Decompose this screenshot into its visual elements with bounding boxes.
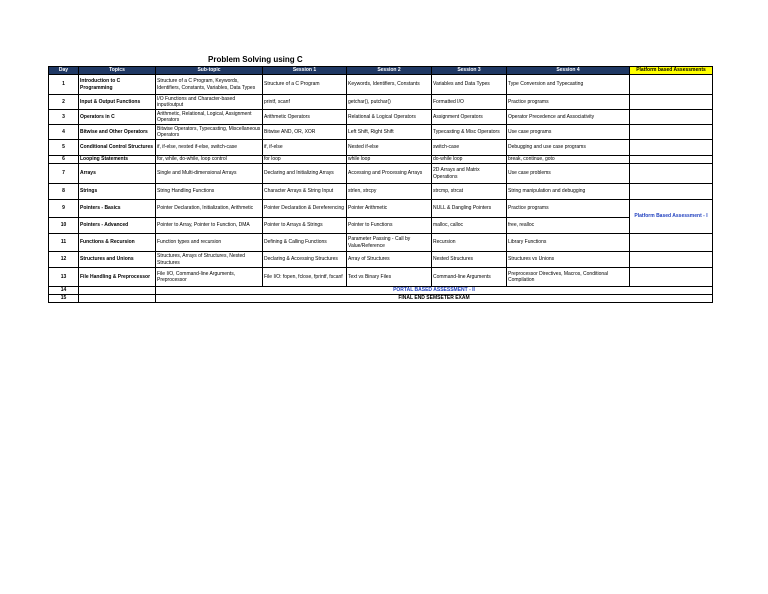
platform-cell xyxy=(630,184,713,200)
session-2-cell: Parameter Passing - Call by Value/Reference xyxy=(347,234,432,252)
day-cell: 3 xyxy=(49,110,79,125)
session-1-cell: Declaring & Accessing Structures xyxy=(263,252,347,268)
platform-cell xyxy=(630,75,713,95)
platform-cell xyxy=(630,252,713,268)
header-subtopic: Sub-topic xyxy=(156,67,263,75)
session-1-cell: Arithmetic Operators xyxy=(263,110,347,125)
header-session-1: Session 1 xyxy=(263,67,347,75)
subtopic-cell: File I/O, Command-line Arguments, Preprocessor xyxy=(156,268,263,287)
day-cell: 7 xyxy=(49,164,79,184)
session-3-cell: 2D Arrays and Matrix Operations xyxy=(432,164,507,184)
session-1-cell: for loop xyxy=(263,156,347,164)
session-1-cell: Structure of a C Program xyxy=(263,75,347,95)
session-1-cell: File I/O: fopen, fclose, fprintf, fscanf xyxy=(263,268,347,287)
session-3-cell: Nested Structures xyxy=(432,252,507,268)
table-row xyxy=(49,200,713,218)
table-row xyxy=(49,164,713,184)
session-4-cell: Use case problems xyxy=(507,164,630,184)
topic-cell: Pointers - Advanced xyxy=(79,218,156,234)
subtopic-cell: Arithmetic, Relational, Logical, Assignment Operators xyxy=(156,110,263,125)
session-4-cell: String manipulation and debugging xyxy=(507,184,630,200)
topic-cell: Pointers - Basics xyxy=(79,200,156,218)
header-row xyxy=(49,67,713,75)
session-4-cell: Structures vs Unions xyxy=(507,252,630,268)
session-3-cell: do-while loop xyxy=(432,156,507,164)
session-1-cell: Character Arrays & String Input xyxy=(263,184,347,200)
table-row xyxy=(49,110,713,125)
subtopic-cell: Single and Multi-dimensional Arrays xyxy=(156,164,263,184)
header-topics: Topics xyxy=(79,67,156,75)
session-3-cell: Variables and Data Types xyxy=(432,75,507,95)
platform-assessment-i: Platform Based Assessment - I xyxy=(630,200,713,234)
session-3-cell: strcmp, strcat xyxy=(432,184,507,200)
platform-cell xyxy=(630,95,713,110)
topic-cell: Strings xyxy=(79,184,156,200)
session-4-cell: Operator Precedence and Associativity xyxy=(507,110,630,125)
session-2-cell: Nested if-else xyxy=(347,140,432,156)
session-1-cell: Pointer Declaration & Dereferencing xyxy=(263,200,347,218)
day-cell: 11 xyxy=(49,234,79,252)
session-4-cell: Practice programs xyxy=(507,200,630,218)
portal-assessment-ii: PORTAL BASED ASSESSMENT - II xyxy=(156,287,713,295)
table-row xyxy=(49,140,713,156)
topic-cell: Input & Output Functions xyxy=(79,95,156,110)
session-2-cell: getchar(), putchar() xyxy=(347,95,432,110)
blank-cell xyxy=(79,295,156,303)
header-session-3: Session 3 xyxy=(432,67,507,75)
session-3-cell: Assignment Operators xyxy=(432,110,507,125)
session-1-cell: printf, scanf xyxy=(263,95,347,110)
day-cell: 9 xyxy=(49,200,79,218)
topic-cell: Structures and Unions xyxy=(79,252,156,268)
session-1-cell: Declaring and Initializing Arrays xyxy=(263,164,347,184)
topic-cell: Introduction to C Programming xyxy=(79,75,156,95)
subtopic-cell: Function types and recursion xyxy=(156,234,263,252)
session-2-cell: Array of Structures xyxy=(347,252,432,268)
blank-cell xyxy=(79,287,156,295)
subtopic-cell: for, while, do-while, loop control xyxy=(156,156,263,164)
topic-cell: Functions & Recursion xyxy=(79,234,156,252)
table-row xyxy=(49,75,713,95)
table-row xyxy=(49,234,713,252)
day-cell: 12 xyxy=(49,252,79,268)
table-row xyxy=(49,125,713,140)
header-session-2: Session 2 xyxy=(347,67,432,75)
subtopic-cell: Pointer Declaration, Initialization, Arithmetic xyxy=(156,200,263,218)
platform-cell xyxy=(630,125,713,140)
session-2-cell: Relational & Logical Operators xyxy=(347,110,432,125)
session-4-cell: free, realloc xyxy=(507,218,630,234)
topic-cell: File Handling & Preprocessor xyxy=(79,268,156,287)
session-3-cell: Recursion xyxy=(432,234,507,252)
session-4-cell: Practice programs xyxy=(507,95,630,110)
table-row xyxy=(49,295,713,303)
session-2-cell: while loop xyxy=(347,156,432,164)
session-4-cell: Library Functions xyxy=(507,234,630,252)
subtopic-cell: Structures, Arrays of Structures, Nested Structures xyxy=(156,252,263,268)
platform-cell xyxy=(630,140,713,156)
day-cell: 2 xyxy=(49,95,79,110)
table-row xyxy=(49,268,713,287)
schedule-table xyxy=(48,66,713,303)
session-2-cell: Text vs Binary Files xyxy=(347,268,432,287)
session-3-cell: Formatted I/O xyxy=(432,95,507,110)
session-1-cell: Pointer to Arrays & Strings xyxy=(263,218,347,234)
session-4-cell: Type Conversion and Typecasting xyxy=(507,75,630,95)
subtopic-cell: String Handling Functions xyxy=(156,184,263,200)
session-2-cell: Pointer Arithmetic xyxy=(347,200,432,218)
subtopic-cell: if, if-else, nested if-else, switch-case xyxy=(156,140,263,156)
table-row xyxy=(49,218,713,234)
topic-cell: Operators in C xyxy=(79,110,156,125)
day-cell: 1 xyxy=(49,75,79,95)
table-row xyxy=(49,184,713,200)
subtopic-cell: I/O Functions and Character-based input/output xyxy=(156,95,263,110)
session-2-cell: strlen, strcpy xyxy=(347,184,432,200)
topic-cell: Bitwise and Other Operators xyxy=(79,125,156,140)
table-row xyxy=(49,252,713,268)
day-cell: 6 xyxy=(49,156,79,164)
platform-cell xyxy=(630,268,713,287)
session-1-cell: Defining & Calling Functions xyxy=(263,234,347,252)
platform-cell xyxy=(630,156,713,164)
platform-cell xyxy=(630,164,713,184)
day-cell: 13 xyxy=(49,268,79,287)
table-row xyxy=(49,95,713,110)
subtopic-cell: Structure of a C Program, Keywords, Identifiers, Constants, Variables, Data Types xyxy=(156,75,263,95)
session-4-cell: break, continue, goto xyxy=(507,156,630,164)
platform-cell xyxy=(630,110,713,125)
session-2-cell: Left Shift, Right Shift xyxy=(347,125,432,140)
day-cell: 5 xyxy=(49,140,79,156)
table-row xyxy=(49,287,713,295)
session-3-cell: malloc, calloc xyxy=(432,218,507,234)
session-1-cell: Bitwise AND, OR, XOR xyxy=(263,125,347,140)
day-cell: 10 xyxy=(49,218,79,234)
day-cell: 4 xyxy=(49,125,79,140)
day-cell: 8 xyxy=(49,184,79,200)
header-platform-assessments: Platform based Assessments xyxy=(630,67,713,75)
session-4-cell: Preprocessor Directives, Macros, Conditional Compilation xyxy=(507,268,630,287)
session-3-cell: switch-case xyxy=(432,140,507,156)
subtopic-cell: Bitwise Operators, Typecasting, Miscellaneous Operators xyxy=(156,125,263,140)
session-2-cell: Accessing and Processing Arrays xyxy=(347,164,432,184)
topic-cell: Looping Statements xyxy=(79,156,156,164)
sheet-title: Problem Solving using C xyxy=(208,55,303,64)
session-4-cell: Debugging and use case programs xyxy=(507,140,630,156)
session-1-cell: if, if-else xyxy=(263,140,347,156)
header-day: Day xyxy=(49,67,79,75)
subtopic-cell: Pointer to Array, Pointer to Function, DMA xyxy=(156,218,263,234)
session-4-cell: Use case programs xyxy=(507,125,630,140)
table-row xyxy=(49,156,713,164)
session-3-cell: Command-line Arguments xyxy=(432,268,507,287)
day-cell: 15 xyxy=(49,295,79,303)
topic-cell: Conditional Control Structures xyxy=(79,140,156,156)
session-2-cell: Keywords, Identifiers, Constants xyxy=(347,75,432,95)
session-3-cell: NULL & Dangling Pointers xyxy=(432,200,507,218)
final-exam: FINAL END SEMSETER EXAM xyxy=(156,295,713,303)
session-3-cell: Typecasting & Misc Operators xyxy=(432,125,507,140)
platform-cell xyxy=(630,234,713,252)
day-cell: 14 xyxy=(49,287,79,295)
topic-cell: Arrays xyxy=(79,164,156,184)
header-session-4: Session 4 xyxy=(507,67,630,75)
session-2-cell: Pointer to Functions xyxy=(347,218,432,234)
